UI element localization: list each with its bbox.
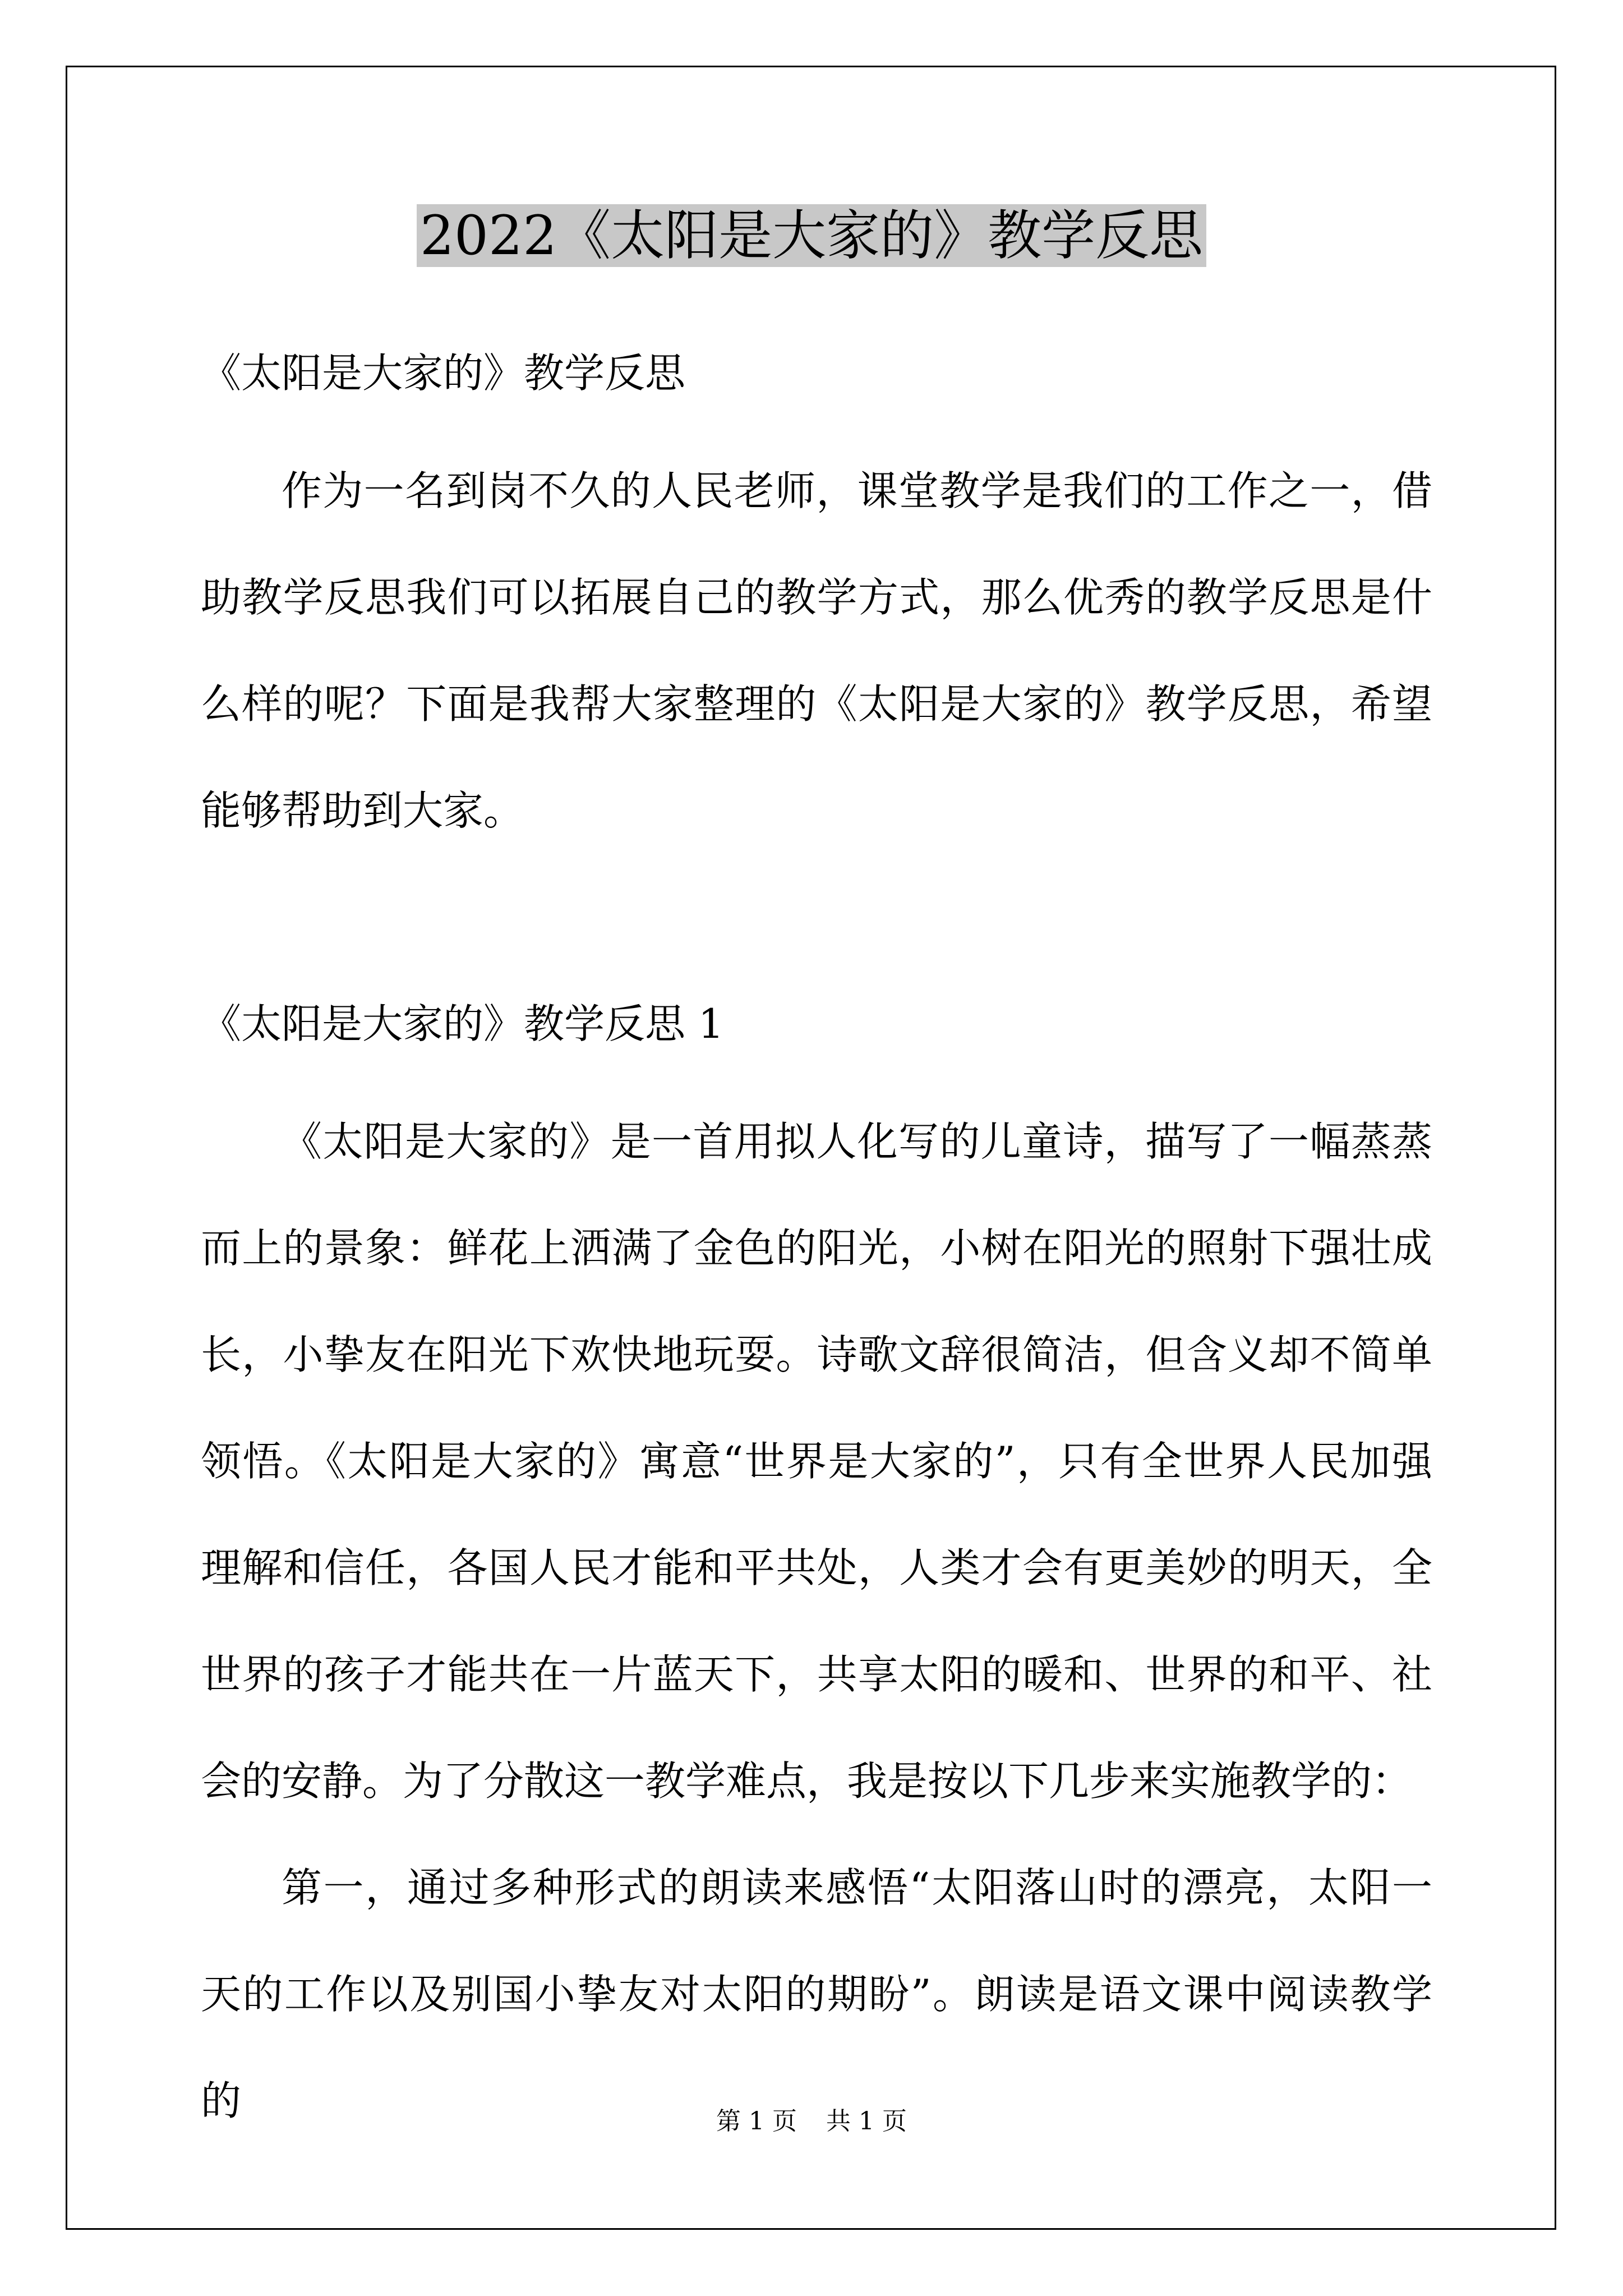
page-total: 共 1 页 (826, 2107, 907, 2136)
intro-paragraph: 作为一名到岗不久的人民老师，课堂教学是我们的工作之一，借助教学反思我们可以拓展自己的教学方式，那么优秀的教学反思是什么样的呢？下面是我帮大家整理的《太阳是大家的》教学反思，希望能够帮助到大家。 (201, 467, 1432, 834)
document-title (0, 194, 1623, 278)
page-number: 第 1 页 (716, 2107, 797, 2136)
page-footer (0, 2101, 1623, 2137)
section-1-paragraph-2: 第一，通过多种形式的朗读来感悟“太阳落山时的漂亮，太阳一天的工作以及别国小挚友对太阳的期盼”。朗读是语文课中阅读教学的 (201, 1864, 1432, 2124)
document-subtitle: 《太阳是大家的》教学反思 (201, 349, 686, 397)
section-1-paragraph-1: 《太阳是大家的》是一首用拟人化写的儿童诗，描写了一幅蒸蒸而上的景象：鲜花上洒满了金色的阳光，小树在阳光的照射下强壮成长，小挚友在阳光下欢快地玩耍。诗歌文辞很简洁，但含义却不简单领悟。《太阳是大家的》寓意“世界是大家的”，只有全世界人民加强理解和信任，各国人民才能和平共处，人类才会有更美妙的明天，全世界的孩子才能共在一片蓝天下，共享太阳的暖和、世界的和平、社会的安静。为了分散这一教学难点，我是按以下几步来实施教学的： (201, 1118, 1432, 1805)
document-title-text: 2022《太阳是大家的》教学反思 (417, 204, 1206, 267)
section-1-heading: 《太阳是大家的》教学反思 1 (201, 1000, 724, 1047)
